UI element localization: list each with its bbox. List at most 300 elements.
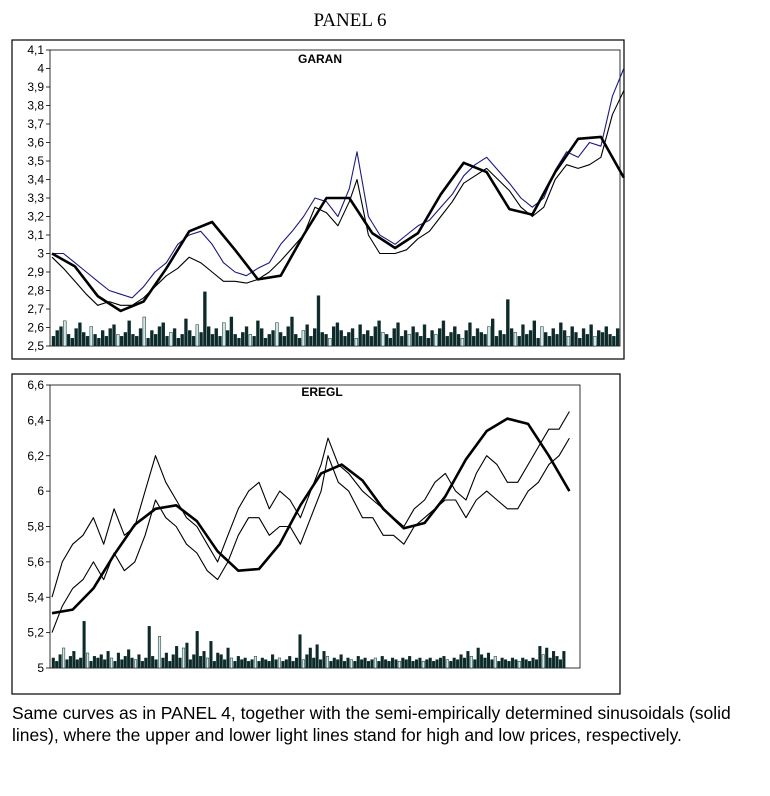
garan-volume-bar xyxy=(363,334,366,346)
garan-volume-bar xyxy=(196,325,199,346)
garan-volume-bar xyxy=(461,338,464,346)
eregl-volume-bar xyxy=(336,660,339,668)
garan-volume-bar xyxy=(185,319,188,346)
garan-volume-bar xyxy=(253,336,256,346)
garan-volume-bar xyxy=(309,336,312,346)
garan-volume-bar xyxy=(525,334,528,346)
garan-volume-bar xyxy=(381,332,384,346)
eregl-volume-bar xyxy=(463,658,466,668)
eregl-volume-bar xyxy=(254,656,257,668)
eregl-volume-bar xyxy=(384,660,387,668)
eregl-volume-bar xyxy=(203,651,206,668)
garan-volume-bar xyxy=(86,336,89,346)
eregl-volume-bar xyxy=(302,660,305,668)
eregl-volume-bar xyxy=(240,660,243,668)
eregl-volume-bar xyxy=(288,656,291,668)
eregl-volume-bar xyxy=(508,661,511,668)
garan-volume-bar xyxy=(340,331,343,346)
eregl-volume-bar xyxy=(456,660,459,668)
garan-volume-bar xyxy=(533,321,536,346)
garan-volume-bar xyxy=(469,323,472,346)
eregl-volume-bar xyxy=(251,660,254,668)
garan-volume-bar xyxy=(120,336,123,346)
eregl-volume-bar xyxy=(186,643,189,668)
eregl-volume-bar xyxy=(295,658,298,668)
eregl-volume-bar xyxy=(169,661,172,668)
eregl-volume-bar xyxy=(525,660,528,668)
garan-volume-bar xyxy=(578,338,581,346)
garan-volume-bar xyxy=(109,329,112,346)
eregl-volume-bar xyxy=(107,651,110,668)
garan-ytick-label: 2,8 xyxy=(27,283,44,298)
garan-volume-bar xyxy=(378,321,381,346)
eregl-ytick-label: 6,2 xyxy=(27,448,44,463)
eregl-volume-bar xyxy=(206,658,209,668)
eregl-volume-bar xyxy=(460,655,463,668)
garan-volume-bar xyxy=(476,329,479,346)
eregl-volume-bar xyxy=(299,635,302,668)
garan-ytick-label: 2,5 xyxy=(27,339,44,353)
garan-volume-bar xyxy=(222,323,225,346)
eregl-volume-bar xyxy=(292,661,295,668)
garan-volume-bar xyxy=(567,336,570,346)
eregl-volume-bar xyxy=(230,658,233,668)
eregl-volume-bar xyxy=(487,653,490,668)
eregl-ytick-label: 5 xyxy=(37,661,44,675)
eregl-volume-bar xyxy=(278,658,281,668)
garan-volume-bar xyxy=(139,329,142,346)
eregl-volume-bar xyxy=(244,658,247,668)
eregl-volume-bar xyxy=(439,658,442,668)
garan-volume-bar xyxy=(593,336,596,346)
eregl-volume-bar xyxy=(258,661,261,668)
garan-volume-bar xyxy=(154,334,157,346)
eregl-volume-bar xyxy=(145,658,148,668)
eregl-volume-bar xyxy=(347,658,350,668)
eregl-volume-bar xyxy=(453,658,456,668)
garan-volume-bar xyxy=(571,327,574,346)
eregl-volume-bar xyxy=(59,655,62,668)
garan-volume-bar xyxy=(347,332,350,346)
eregl-volume-bar xyxy=(405,660,408,668)
eregl-volume-bar xyxy=(323,651,326,668)
garan-volume-bar xyxy=(249,334,252,346)
eregl-volume-bar xyxy=(391,658,394,668)
eregl-volume-bar xyxy=(138,655,141,668)
garan-volume-bar xyxy=(75,329,78,346)
eregl-volume-bar xyxy=(532,658,535,668)
eregl-volume-bar xyxy=(66,660,69,668)
eregl-ytick-label: 6,4 xyxy=(27,413,44,428)
eregl-volume-bar xyxy=(559,660,562,668)
eregl-volume-bar xyxy=(367,661,370,668)
garan-volume-bar xyxy=(219,336,222,346)
garan-volume-bar xyxy=(537,338,540,346)
eregl-volume-bar xyxy=(480,655,483,668)
garan-volume-bar xyxy=(79,323,82,346)
garan-volume-bar xyxy=(344,336,347,346)
eregl-volume-bar xyxy=(62,648,65,668)
garan-volume-bar xyxy=(287,327,290,346)
eregl-volume-bar xyxy=(432,661,435,668)
eregl-volume-bar xyxy=(213,661,216,668)
garan-volume-bar xyxy=(457,334,460,346)
eregl-volume-bar xyxy=(419,658,422,668)
garan-volume-bar xyxy=(495,336,498,346)
garan-volume-bar xyxy=(105,336,108,346)
garan-volume-bar xyxy=(272,331,275,346)
garan-volume-bar xyxy=(605,327,608,346)
garan-volume-bar xyxy=(116,334,119,346)
eregl-volume-bar xyxy=(402,658,405,668)
garan-volume-bar xyxy=(302,331,305,346)
garan-volume-bar xyxy=(162,323,165,346)
eregl-volume-bar xyxy=(436,660,439,668)
garan-volume-bar xyxy=(518,336,521,346)
eregl-volume-bar xyxy=(408,656,411,668)
eregl-volume-bar xyxy=(556,656,559,668)
garan-volume-bar xyxy=(150,331,153,346)
garan-volume-bar xyxy=(82,332,85,346)
eregl-volume-bar xyxy=(141,661,144,668)
garan-volume-bar xyxy=(101,331,104,346)
garan-volume-bar xyxy=(400,336,403,346)
eregl-volume-bar xyxy=(343,661,346,668)
garan-volume-bar xyxy=(366,331,369,346)
eregl-volume-bar xyxy=(443,656,446,668)
eregl-volume-bar xyxy=(491,660,494,668)
eregl-ytick-label: 6 xyxy=(37,484,44,499)
garan-volume-bar xyxy=(90,327,93,346)
eregl-volume-bar xyxy=(316,645,319,668)
garan-volume-bar xyxy=(207,327,210,346)
garan-volume-bar xyxy=(548,336,551,346)
garan-volume-bar xyxy=(438,329,441,346)
eregl-chart xyxy=(12,374,620,694)
garan-volume-bar xyxy=(590,325,593,346)
eregl-volume-bar xyxy=(179,658,182,668)
garan-volume-bar xyxy=(234,334,237,346)
eregl-volume-bar xyxy=(223,660,226,668)
garan-volume-bar xyxy=(238,338,241,346)
panel-title: PANEL 6 xyxy=(313,10,387,31)
eregl-volume-bar xyxy=(234,661,237,668)
eregl-volume-bar xyxy=(422,661,425,668)
eregl-volume-bar xyxy=(552,651,555,668)
eregl-volume-bar xyxy=(497,661,500,668)
eregl-volume-bar xyxy=(83,621,86,668)
eregl-volume-bar xyxy=(148,626,151,668)
garan-volume-bar xyxy=(215,329,218,346)
garan-volume-bar xyxy=(260,329,263,346)
garan-volume-bar xyxy=(67,334,70,346)
garan-volume-bar xyxy=(256,321,259,346)
garan-volume-bar xyxy=(597,331,600,346)
eregl-volume-bar xyxy=(93,656,96,668)
eregl-volume-bar xyxy=(275,660,278,668)
eregl-volume-bar xyxy=(216,653,219,668)
garan-chart-title: GARAN xyxy=(298,52,342,66)
eregl-volume-bar xyxy=(330,661,333,668)
eregl-volume-bar xyxy=(381,656,384,668)
garan-volume-bar xyxy=(609,334,612,346)
eregl-volume-bar xyxy=(90,661,93,668)
eregl-volume-bar xyxy=(220,655,223,668)
eregl-volume-bar xyxy=(264,660,267,668)
garan-volume-bar xyxy=(60,327,63,346)
garan-volume-bar xyxy=(412,327,415,346)
garan-ytick-label: 2,7 xyxy=(27,302,44,316)
garan-ytick-label: 2,6 xyxy=(27,320,44,335)
eregl-volume-bar xyxy=(165,653,168,668)
garan-volume-bar xyxy=(173,329,176,346)
eregl-volume-bar xyxy=(162,658,165,668)
garan-volume-bar xyxy=(393,329,396,346)
eregl-volume-bar xyxy=(97,658,100,668)
garan-volume-bar xyxy=(499,331,502,346)
garan-volume-bar xyxy=(544,332,547,346)
garan-volume-bar xyxy=(177,338,180,346)
garan-volume-bar xyxy=(453,327,456,346)
garan-volume-bar xyxy=(385,334,388,346)
eregl-volume-bar xyxy=(378,661,381,668)
eregl-volume-bar xyxy=(504,660,507,668)
eregl-volume-bar xyxy=(237,656,240,668)
eregl-volume-bar xyxy=(73,651,76,668)
eregl-volume-bar xyxy=(227,648,230,668)
eregl-volume-bar xyxy=(350,660,353,668)
garan-volume-bar xyxy=(203,292,206,346)
garan-volume-bar xyxy=(245,327,248,346)
garan-ytick-label: 3,2 xyxy=(27,209,44,224)
garan-volume-bar xyxy=(601,332,604,346)
eregl-volume-bar xyxy=(69,656,72,668)
eregl-volume-bar xyxy=(545,648,548,668)
garan-volume-bar xyxy=(503,334,506,346)
eregl-volume-bar xyxy=(172,655,175,668)
eregl-volume-bar xyxy=(86,653,89,668)
eregl-volume-bar xyxy=(521,658,524,668)
eregl-volume-bar xyxy=(477,648,480,668)
eregl-volume-bar xyxy=(535,660,538,668)
garan-ytick-label: 3,3 xyxy=(27,191,44,205)
eregl-volume-bar xyxy=(155,660,158,668)
eregl-volume-bar xyxy=(511,658,514,668)
eregl-plot-area xyxy=(50,385,580,668)
garan-volume-bar xyxy=(128,321,131,346)
garan-volume-bar xyxy=(351,329,354,346)
garan-volume-bar xyxy=(355,338,358,346)
garan-ytick-label: 3 xyxy=(37,246,44,261)
garan-volume-bar xyxy=(328,338,331,346)
garan-volume-bar xyxy=(374,327,377,346)
eregl-volume-bar xyxy=(121,660,124,668)
eregl-volume-bar xyxy=(539,646,542,668)
garan-ytick-label: 4 xyxy=(37,61,44,76)
garan-volume-bar xyxy=(484,334,487,346)
garan-chart xyxy=(12,40,624,359)
garan-volume-bar xyxy=(575,332,578,346)
eregl-volume-bar xyxy=(247,661,250,668)
garan-volume-bar xyxy=(135,336,138,346)
eregl-volume-bar xyxy=(76,660,79,668)
garan-ytick-label: 4,1 xyxy=(27,43,44,57)
garan-volume-bar xyxy=(211,334,214,346)
eregl-volume-bar xyxy=(158,636,161,668)
garan-volume-bar xyxy=(294,334,297,346)
eregl-ytick-label: 5,4 xyxy=(27,590,44,605)
eregl-chart-title: EREGL xyxy=(301,385,343,399)
garan-volume-bar xyxy=(268,334,271,346)
eregl-volume-bar xyxy=(271,655,274,668)
garan-volume-bar xyxy=(241,332,244,346)
eregl-volume-bar xyxy=(282,661,285,668)
eregl-volume-bar xyxy=(374,658,377,668)
garan-ytick-label: 3,1 xyxy=(27,228,44,242)
garan-volume-bar xyxy=(113,325,116,346)
eregl-volume-bar xyxy=(309,648,312,668)
eregl-volume-bar xyxy=(192,655,195,668)
garan-volume-bar xyxy=(487,327,490,346)
garan-ytick-label: 3,9 xyxy=(27,80,44,94)
garan-volume-bar xyxy=(442,321,445,346)
eregl-volume-bar xyxy=(354,661,357,668)
eregl-volume-bar xyxy=(199,656,202,668)
garan-volume-bar xyxy=(275,323,278,346)
garan-volume-bar xyxy=(143,317,146,346)
garan-volume-bar xyxy=(472,336,475,346)
eregl-volume-bar xyxy=(333,658,336,668)
eregl-volume-bar xyxy=(426,660,429,668)
eregl-volume-bar xyxy=(388,661,391,668)
eregl-volume-bar xyxy=(371,660,374,668)
eregl-volume-bar xyxy=(501,658,504,668)
garan-volume-bar xyxy=(434,334,437,346)
garan-volume-bar xyxy=(317,296,320,346)
eregl-volume-bar xyxy=(103,660,106,668)
garan-volume-bar xyxy=(279,332,282,346)
garan-volume-bar xyxy=(480,332,483,346)
eregl-volume-bar xyxy=(494,656,497,668)
garan-volume-bar xyxy=(200,332,203,346)
garan-volume-bar xyxy=(540,327,543,346)
eregl-volume-bar xyxy=(326,656,329,668)
eregl-ytick-label: 6,6 xyxy=(27,378,44,392)
eregl-volume-bar xyxy=(357,656,360,668)
eregl-volume-bar xyxy=(518,661,521,668)
eregl-volume-bar xyxy=(100,655,103,668)
garan-volume-bar xyxy=(616,329,619,346)
eregl-volume-bar xyxy=(395,660,398,668)
garan-volume-bar xyxy=(559,323,562,346)
eregl-volume-bar xyxy=(52,658,55,668)
garan-volume-bar xyxy=(431,331,434,346)
eregl-volume-bar xyxy=(415,660,418,668)
garan-volume-bar xyxy=(465,331,468,346)
garan-volume-bar xyxy=(446,336,449,346)
garan-volume-bar xyxy=(419,336,422,346)
eregl-volume-bar xyxy=(131,658,134,668)
eregl-ytick-label: 5,6 xyxy=(27,554,44,569)
garan-volume-bar xyxy=(563,331,566,346)
eregl-volume-bar xyxy=(429,658,432,668)
garan-volume-bar xyxy=(321,332,324,346)
garan-volume-bar xyxy=(586,334,589,346)
eregl-volume-bar xyxy=(285,660,288,668)
eregl-volume-bar xyxy=(467,651,470,668)
garan-volume-bar xyxy=(510,329,513,346)
eregl-volume-bar xyxy=(124,656,127,668)
eregl-volume-bar xyxy=(470,656,473,668)
garan-ytick-label: 3,6 xyxy=(27,135,44,150)
garan-volume-bar xyxy=(582,329,585,346)
garan-volume-bar xyxy=(56,331,59,346)
eregl-volume-bar xyxy=(398,661,401,668)
garan-volume-bar xyxy=(491,319,494,346)
figure-caption: Same curves as in PANEL 4, together with the semi-empirically determined sinusoidals (solid lines), where the upper and lower light lines stand for high and low prices, respectively. xyxy=(12,703,731,745)
garan-volume-bar xyxy=(427,338,430,346)
garan-volume-bar xyxy=(63,321,66,346)
eregl-volume-bar xyxy=(79,658,82,668)
eregl-volume-bar xyxy=(196,631,199,668)
eregl-volume-bar xyxy=(449,661,452,668)
eregl-volume-bar xyxy=(268,661,271,668)
garan-ytick-label: 3,4 xyxy=(27,172,44,187)
garan-ytick-label: 3,8 xyxy=(27,98,44,113)
garan-volume-bar xyxy=(325,334,328,346)
eregl-volume-bar xyxy=(542,655,545,668)
eregl-volume-bar xyxy=(473,660,476,668)
garan-volume-bar xyxy=(71,338,74,346)
eregl-volume-bar xyxy=(175,646,178,668)
garan-volume-bar xyxy=(147,338,150,346)
eregl-volume-bar xyxy=(528,661,531,668)
garan-volume-bar xyxy=(416,332,419,346)
garan-volume-bar xyxy=(264,338,267,346)
garan-ytick-label: 2,9 xyxy=(27,265,44,279)
eregl-volume-bar xyxy=(446,660,449,668)
eregl-volume-bar xyxy=(117,653,120,668)
garan-volume-bar xyxy=(166,336,169,346)
garan-volume-bar xyxy=(423,325,426,346)
eregl-volume-bar xyxy=(549,658,552,668)
eregl-volume-bar xyxy=(484,658,487,668)
eregl-volume-bar xyxy=(515,660,518,668)
eregl-volume-bar xyxy=(306,655,309,668)
eregl-volume-bar xyxy=(134,660,137,668)
eregl-volume-bar xyxy=(127,650,130,668)
garan-volume-bar xyxy=(298,338,301,346)
eregl-volume-bar xyxy=(55,661,58,668)
eregl-ytick-label: 5,2 xyxy=(27,625,44,640)
garan-volume-bar xyxy=(169,332,172,346)
garan-volume-bar xyxy=(158,327,161,346)
garan-volume-bar xyxy=(404,331,407,346)
eregl-volume-bar xyxy=(412,661,415,668)
garan-ytick-label: 3,7 xyxy=(27,117,44,131)
garan-volume-bar xyxy=(336,323,339,346)
garan-volume-bar xyxy=(97,338,100,346)
garan-volume-bar xyxy=(124,332,127,346)
eregl-volume-bar xyxy=(151,656,154,668)
garan-volume-bar xyxy=(94,334,97,346)
garan-volume-bar xyxy=(370,336,373,346)
garan-volume-bar xyxy=(408,334,411,346)
eregl-volume-bar xyxy=(340,655,343,668)
eregl-volume-bar xyxy=(364,658,367,668)
garan-volume-bar xyxy=(552,329,555,346)
garan-volume-bar xyxy=(612,336,615,346)
